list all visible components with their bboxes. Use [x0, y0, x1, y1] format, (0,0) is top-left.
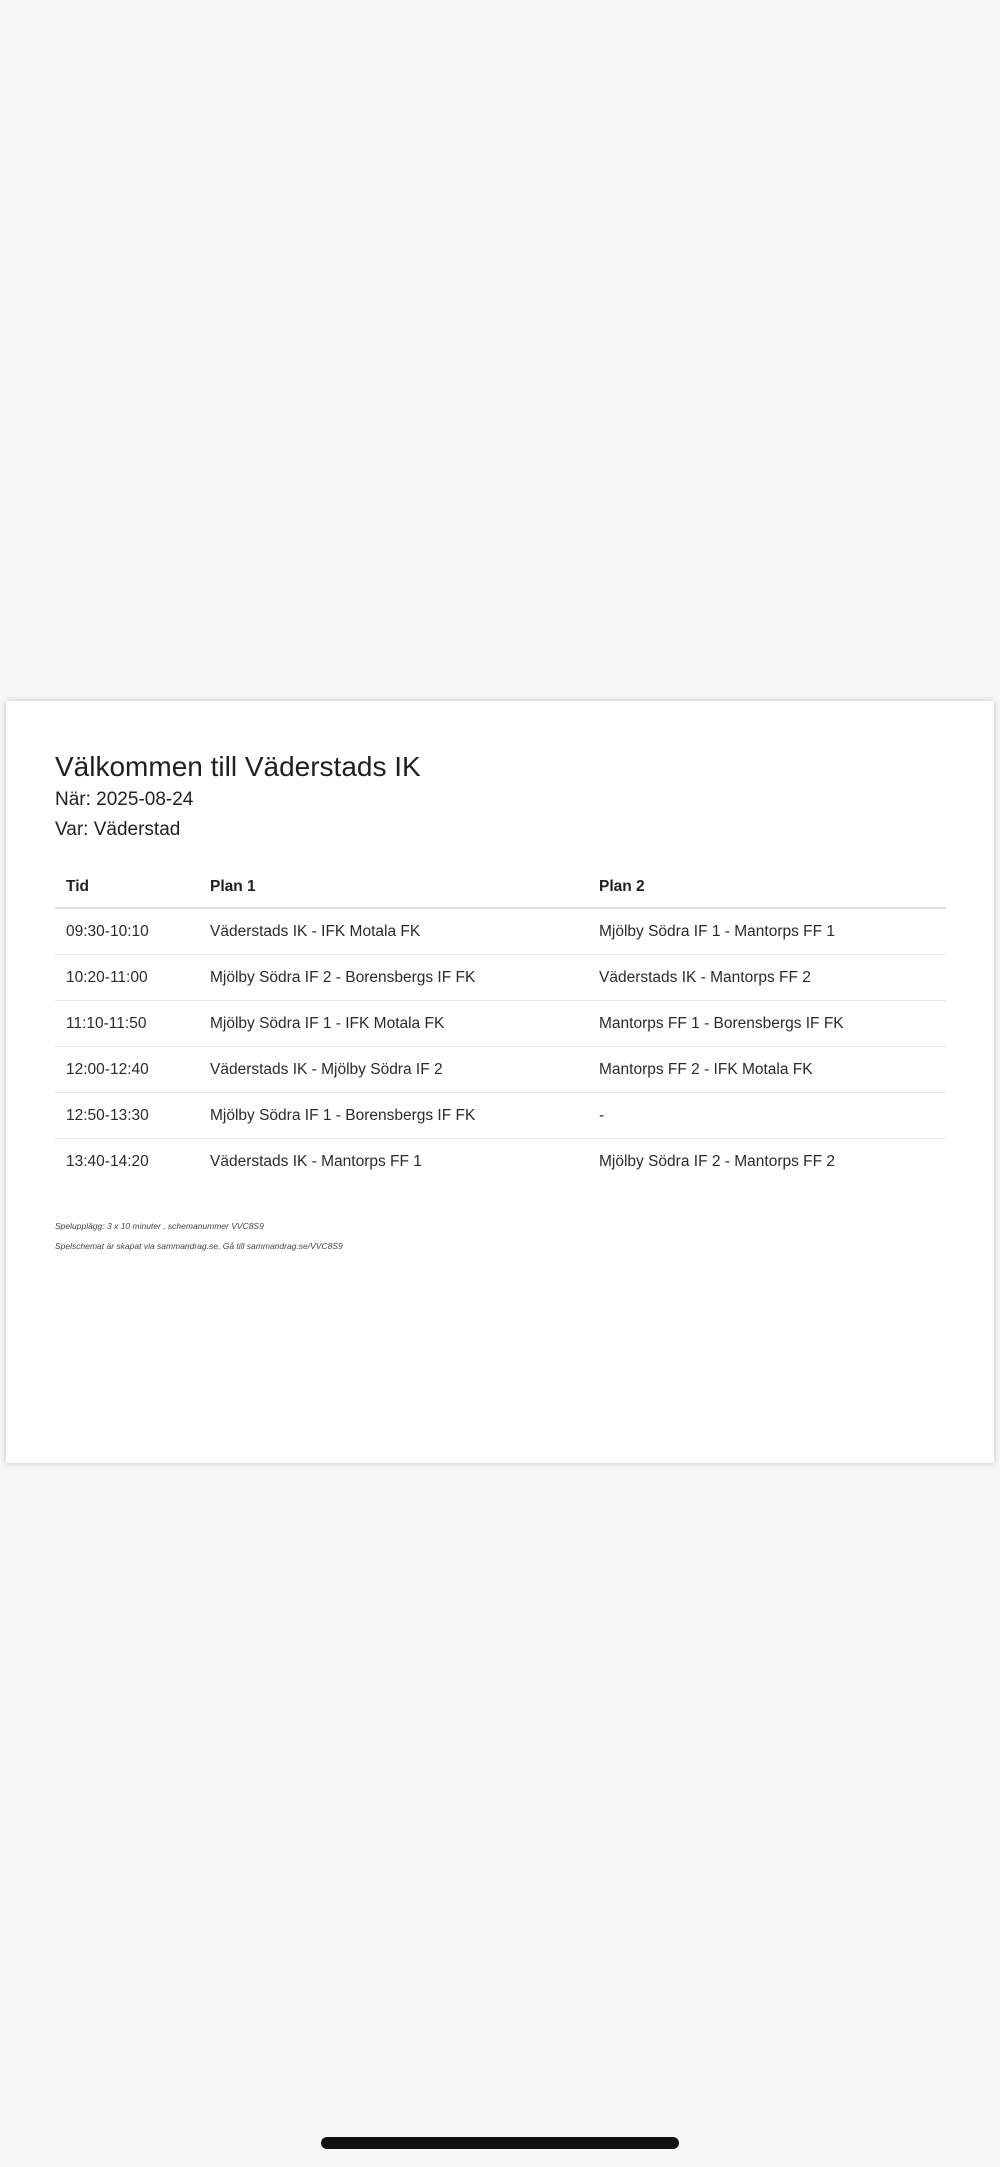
column-header-plan-2: Plan 2	[588, 867, 946, 908]
match-plan-1: Väderstads IK - IFK Motala FK	[199, 908, 588, 955]
match-time: 09:30-10:10	[55, 908, 199, 955]
match-plan-2: Mjölby Södra IF 2 - Mantorps FF 2	[599, 1152, 836, 1170]
event-date: När: 2025-08-24	[55, 789, 194, 810]
column-header-plan-1: Plan 1	[199, 867, 588, 908]
match-plan-1: Mjölby Södra IF 1 - IFK Motala FK	[199, 1001, 588, 1047]
match-time: 10:20-11:00	[55, 955, 199, 1001]
match-time: 12:00-12:40	[55, 1047, 199, 1093]
format-note: Spelupplägg: 3 x 10 minuter , schemanummer VVC8S9	[55, 1221, 264, 1231]
source-note: Spelschemat är skapat via sammandrag.se. Gå till sammandrag.se/VVC8S9	[55, 1241, 343, 1251]
footnotes	[55, 1216, 946, 1256]
table-row	[55, 1139, 946, 1185]
match-plan-1: Väderstads IK - Mantorps FF 1	[210, 1152, 422, 1170]
schedule-table	[55, 867, 946, 1184]
table-row	[55, 1093, 946, 1139]
page-title: Välkommen till Väderstads IK	[55, 751, 421, 782]
table-row	[55, 955, 946, 1001]
match-plan-2: Mjölby Södra IF 1 - Mantorps FF 1	[588, 908, 946, 955]
match-time: 12:50-13:30	[55, 1093, 199, 1139]
table-row	[55, 908, 946, 955]
table-row	[55, 1001, 946, 1047]
match-plan-1: Mjölby Södra IF 2 - Borensbergs IF FK	[199, 955, 588, 1001]
match-plan-2: Mantorps FF 1 - Borensbergs IF FK	[588, 1001, 946, 1047]
match-plan-1: Mjölby Södra IF 1 - Borensbergs IF FK	[199, 1093, 588, 1139]
match-time: 11:10-11:50	[55, 1001, 199, 1047]
match-plan-2: Mantorps FF 2 - IFK Motala FK	[588, 1047, 946, 1093]
home-indicator[interactable]	[321, 2137, 679, 2149]
match-plan-2: Väderstads IK - Mantorps FF 2	[588, 955, 946, 1001]
match-time: 13:40-14:20	[66, 1152, 149, 1170]
match-plan-2: -	[588, 1093, 946, 1139]
event-location: Var: Väderstad	[55, 819, 181, 840]
table-row	[55, 1047, 946, 1093]
table-header-row	[55, 867, 946, 908]
schedule-document	[6, 701, 994, 1463]
match-plan-1: Väderstads IK - Mjölby Södra IF 2	[199, 1047, 588, 1093]
column-header-time: Tid	[55, 867, 199, 908]
